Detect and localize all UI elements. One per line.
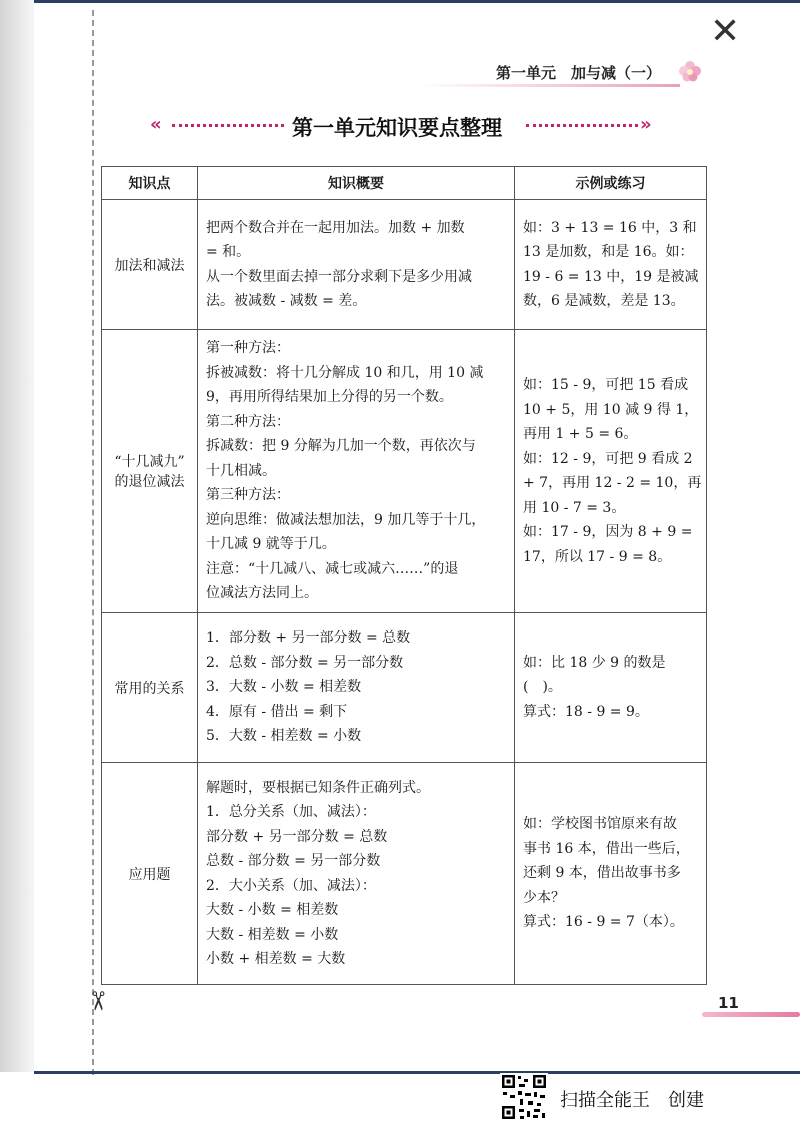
book-spine-shadow — [0, 0, 34, 1072]
overview-line: 从一个数里面去掉一部分求剩下是多少用减 — [206, 268, 472, 285]
overview-line: 9，再用所得结果加上分得的另一个数。 — [206, 389, 453, 406]
knowledge-point-text: “十几减九” — [114, 454, 185, 470]
overview-line: 注意：“十几减八、减七或减六……”的退 — [206, 560, 459, 577]
example-line: 事书 16 本，借出一些后， — [523, 840, 690, 857]
scanner-watermark: 扫描全能王 创建 — [560, 1090, 704, 1111]
example-line: 算式：16 - 9 = 7（本）。 — [523, 914, 684, 931]
overview-line: 小数 + 相差数 = 大数 — [206, 951, 346, 967]
example-line: 13 是加数，和是 16。如： — [523, 244, 694, 260]
page-number-bar — [702, 1012, 800, 1017]
table-row — [102, 200, 707, 330]
close-x-icon[interactable]: ✕ — [710, 11, 741, 52]
table-row — [102, 330, 707, 613]
left-chevron-icon: « — [150, 114, 159, 135]
table-row — [102, 763, 707, 985]
knowledge-overview-cell — [198, 200, 515, 330]
col-header-point: 知识点 — [102, 167, 198, 200]
overview-line: 1．总分关系（加、减法）： — [206, 804, 376, 820]
knowledge-point-cell — [102, 330, 198, 613]
example-cell — [515, 200, 707, 330]
knowledge-point-text: 的退位减法 — [114, 474, 185, 490]
knowledge-point-cell — [102, 763, 198, 985]
example-line: + 7，再用 12 - 2 = 10，再 — [523, 475, 702, 491]
overview-line: 第三种方法： — [206, 487, 290, 504]
title-dots-right — [526, 124, 638, 127]
example-line: 如：学校图书馆原来有故 — [523, 816, 677, 833]
example-line: ( )。 — [523, 679, 562, 696]
example-cell — [515, 613, 707, 763]
example-cell — [515, 330, 707, 613]
overview-line: 解题时，要根据已知条件正确列式。 — [206, 779, 430, 796]
example-cell — [515, 763, 707, 985]
overview-line: 4．原有 - 借出 = 剩下 — [206, 703, 348, 720]
knowledge-point-text: 加法和减法 — [114, 257, 185, 274]
overview-line: 法。被减数 - 减数 = 差。 — [206, 293, 367, 309]
flower-icon — [676, 58, 704, 86]
overview-line: 逆向思维：做减法想加法，9 加几等于十几， — [206, 511, 486, 528]
knowledge-overview-cell — [198, 330, 515, 613]
overview-line: 十几相减。 — [206, 462, 276, 479]
section-title — [150, 112, 660, 142]
overview-line: 1．部分数 + 另一部分数 = 总数 — [206, 630, 411, 647]
overview-line: 5．大数 - 相差数 = 小数 — [206, 728, 362, 745]
title-dots-left — [172, 124, 284, 127]
overview-line: 总数 - 部分数 = 另一部分数 — [206, 853, 381, 869]
scissors-icon: ✂ — [81, 990, 112, 1012]
overview-line: 位减法方法同上。 — [206, 585, 318, 602]
knowledge-overview-cell — [198, 763, 515, 985]
knowledge-point-text: 应用题 — [128, 866, 171, 883]
overview-line: 第一种方法： — [206, 340, 290, 357]
overview-line: 拆减数：把 9 分解为几加一个数，再依次与 — [206, 438, 476, 455]
table-body — [102, 200, 707, 985]
overview-line: 把两个数合并在一起用加法。加数 + 加数 — [206, 219, 465, 236]
example-line: 再用 1 + 5 = 6。 — [523, 426, 638, 442]
overview-line: 第二种方法： — [206, 413, 290, 430]
unit-header: 第一单元 加与减（一） — [496, 64, 662, 82]
knowledge-point-cell — [102, 200, 198, 330]
overview-line: 部分数 + 另一部分数 = 总数 — [206, 828, 388, 845]
overview-line: 2．总数 - 部分数 = 另一部分数 — [206, 654, 404, 671]
example-line: 用 10 - 7 = 3。 — [523, 499, 626, 516]
example-line: 17，所以 17 - 9 = 8。 — [523, 548, 672, 565]
overview-line: 大数 - 相差数 = 小数 — [206, 926, 339, 943]
cut-dash-line — [92, 10, 94, 1075]
table-header-row — [102, 167, 707, 200]
overview-line: 2．大小关系（加、减法）： — [206, 877, 376, 894]
top-border-line — [34, 0, 800, 3]
example-line: 19 - 6 = 13 中，19 是被减 — [523, 268, 699, 285]
example-line: 如：比 18 少 9 的数是 — [523, 654, 666, 671]
example-line: 如：17 - 9，因为 8 + 9 = — [523, 524, 693, 540]
overview-line: 3．大数 - 小数 = 相差数 — [206, 679, 362, 696]
unit-header-underline — [420, 84, 680, 87]
overview-line: 大数 - 小数 = 相差数 — [206, 902, 339, 918]
overview-line: = 和。 — [206, 244, 251, 260]
table-row — [102, 613, 707, 763]
bottom-border-line — [34, 1071, 800, 1074]
example-line: 少本？ — [523, 889, 565, 906]
col-header-overview: 知识概要 — [198, 167, 515, 200]
page-title: 第一单元知识要点整理 — [292, 116, 502, 140]
example-line: 如：3 + 13 = 16 中，3 和 — [523, 219, 697, 236]
example-line: 数，6 是减数，差是 13。 — [523, 293, 685, 309]
page-number: 11 — [718, 994, 739, 1012]
overview-line: 拆被减数：将十几分解成 10 和几，用 10 减 — [206, 364, 484, 381]
knowledge-point-cell — [102, 613, 198, 763]
example-line: 还剩 9 本，借出故事书多 — [523, 865, 681, 882]
right-chevron-icon: » — [640, 114, 649, 135]
qr-code-icon — [500, 1073, 548, 1121]
example-line: 10 + 5，用 10 减 9 得 1， — [523, 401, 699, 418]
knowledge-table — [101, 166, 707, 985]
col-header-example: 示例或练习 — [515, 167, 707, 200]
example-line: 如：12 - 9，可把 9 看成 2 — [523, 450, 693, 467]
example-line: 如：15 - 9，可把 15 看成 — [523, 377, 689, 393]
knowledge-point-text: 常用的关系 — [114, 680, 185, 697]
knowledge-overview-cell — [198, 613, 515, 763]
example-line: 算式：18 - 9 = 9。 — [523, 703, 649, 720]
overview-line: 十几减 9 就等于几。 — [206, 536, 336, 553]
